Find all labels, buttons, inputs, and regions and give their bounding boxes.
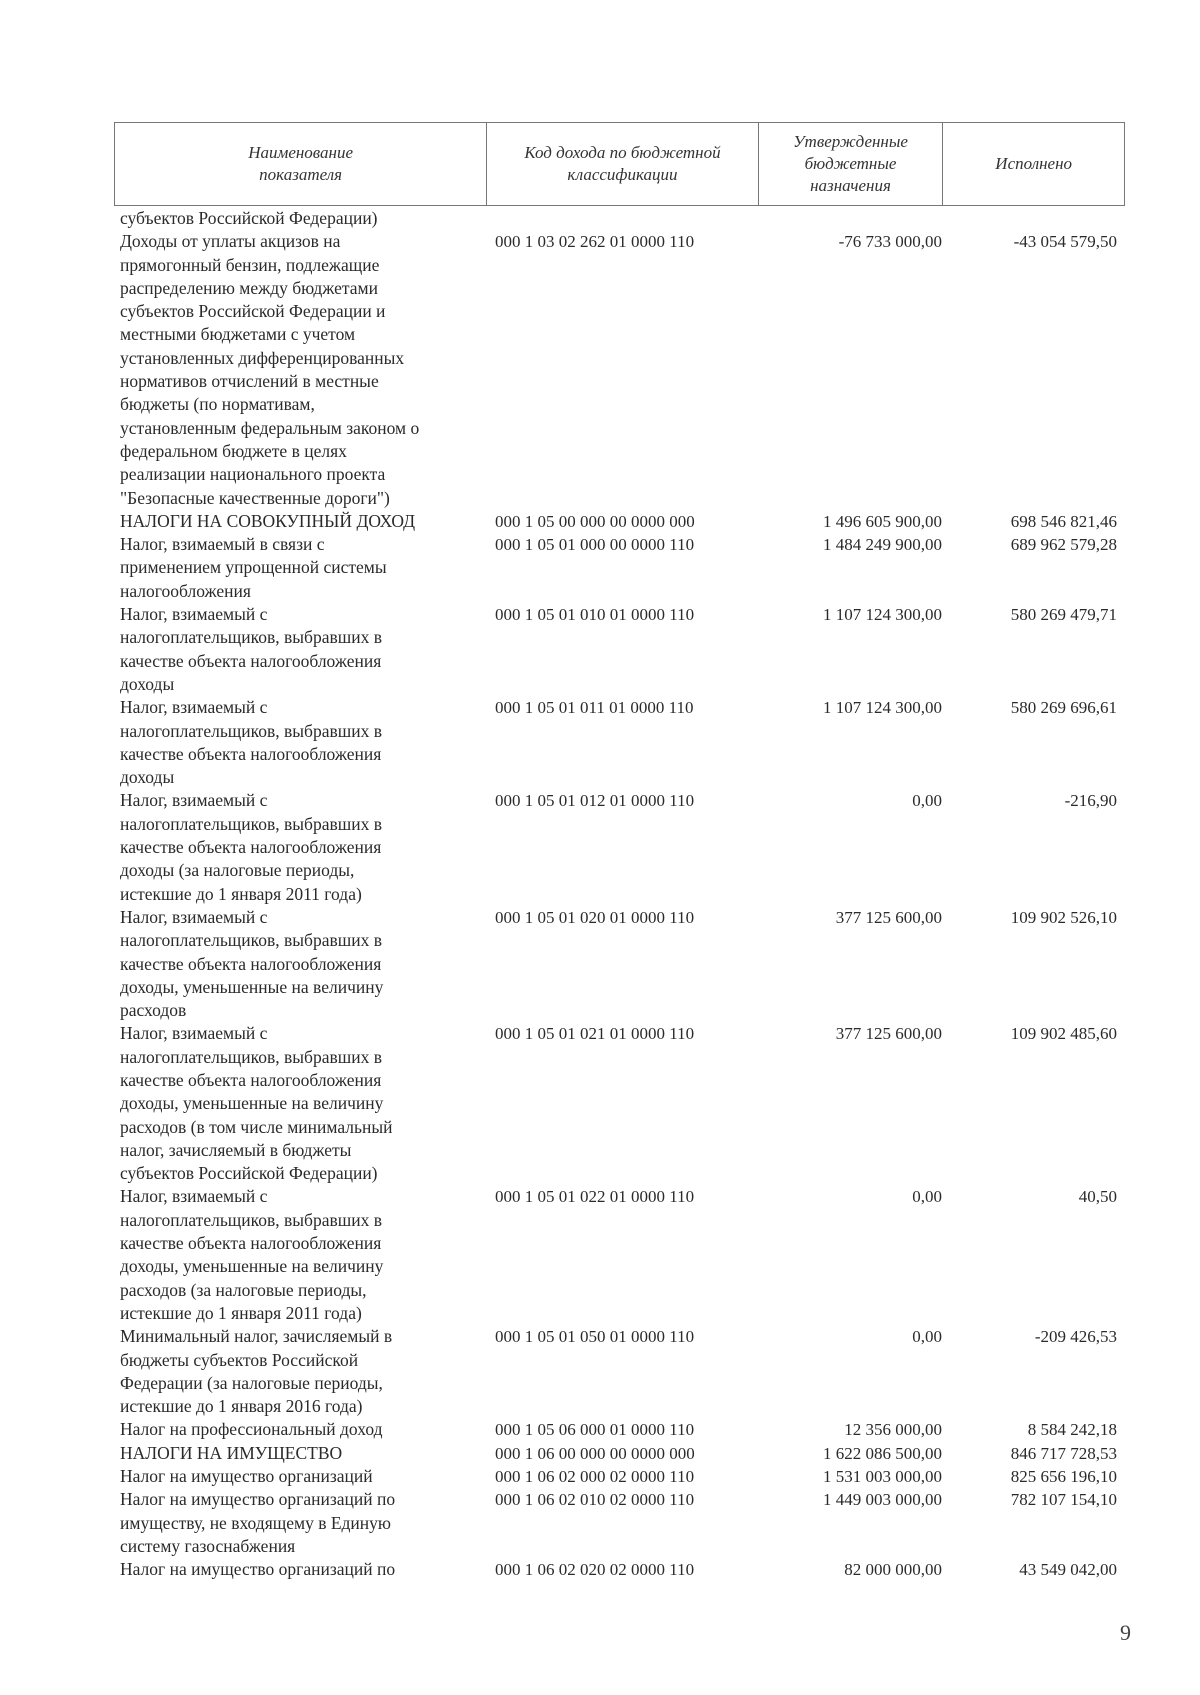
- row-executed: 580 269 696,61: [1010, 698, 1117, 718]
- row-approved: 1 622 086 500,00: [823, 1443, 942, 1463]
- row-approved: 377 125 600,00: [835, 907, 942, 927]
- row-name: Налог на имущество организаций по: [120, 1559, 396, 1580]
- row-name: Доходы от уплаты акцизов на прямогонный бензин, подлежащие распределению между бюджетами субъектов Российской Федерации и местными бюджетами с учетом установленных дифференцированных нормативов отчислений в местные бюджеты (по нормативам, установленным федеральным законом о федеральном бюджете в целях реализации национального проекта "Безопасные качественные дороги"): [120, 231, 420, 508]
- row-code: 000 1 05 01 011 01 0000 110: [495, 698, 694, 718]
- table-row: [114, 603, 1125, 696]
- table-row: [114, 696, 1125, 789]
- row-code: 000 1 06 02 010 02 0000 110: [495, 1490, 695, 1510]
- row-name: Налог на имущество организаций: [120, 1466, 373, 1487]
- row-executed: -216,90: [1064, 791, 1117, 811]
- table-row: [114, 789, 1125, 905]
- row-code: 000 1 05 06 000 01 0000 110: [495, 1420, 695, 1440]
- row-name: Налог на профессиональный доход: [120, 1419, 383, 1440]
- row-name: Налог, взимаемый в связи с применением упрощенной системы налогообложения: [120, 534, 387, 601]
- row-name: НАЛОГИ НА ИМУЩЕСТВО: [120, 1442, 343, 1463]
- header-executed: Исполнено: [995, 154, 1073, 173]
- row-approved: 1 449 003 000,00: [823, 1490, 942, 1510]
- row-code: 000 1 06 02 020 02 0000 110: [495, 1560, 695, 1580]
- row-approved: 1 107 124 300,00: [823, 698, 942, 718]
- row-approved: -76 733 000,00: [838, 232, 942, 252]
- row-code: 000 1 05 01 050 01 0000 110: [495, 1327, 695, 1347]
- row-executed: 698 546 821,46: [1010, 511, 1117, 531]
- table-body: [114, 207, 1125, 1582]
- table-row: [114, 1465, 1125, 1488]
- row-executed: 580 269 479,71: [1010, 605, 1117, 625]
- row-code: 000 1 05 01 022 01 0000 110: [495, 1187, 695, 1207]
- table-row: [114, 1418, 1125, 1441]
- row-code: 000 1 05 01 012 01 0000 110: [495, 791, 695, 811]
- table-row: [114, 1022, 1125, 1185]
- table-row: [114, 1488, 1125, 1558]
- table-row: [114, 1442, 1125, 1465]
- row-executed: 689 962 579,28: [1010, 535, 1117, 555]
- row-approved: 1 496 605 900,00: [823, 511, 942, 531]
- row-name: Налог, взимаемый с налогоплательщиков, выбравших в качестве объекта налогообложения доходы (за налоговые периоды, истекшие до 1 января 2011 года): [120, 790, 382, 904]
- row-code: 000 1 05 00 000 00 0000 000: [495, 511, 695, 531]
- row-approved: 1 484 249 900,00: [823, 535, 942, 555]
- row-approved: 1 107 124 300,00: [823, 605, 942, 625]
- row-name: Налог на имущество организаций по имуществу, не входящему в Единую систему газоснабжения: [120, 1489, 396, 1556]
- row-name: НАЛОГИ НА СОВОКУПНЫЙ ДОХОД: [120, 510, 416, 531]
- row-approved: 377 125 600,00: [835, 1024, 942, 1044]
- table-row: [114, 230, 1125, 510]
- row-name: Налог, взимаемый с налогоплательщиков, выбравших в качестве объекта налогообложения доходы: [120, 604, 382, 694]
- header-approved: Утвержденные бюджетные назначения: [759, 123, 944, 205]
- row-executed: 8 584 242,18: [1027, 1420, 1117, 1440]
- row-code: 000 1 05 01 020 01 0000 110: [495, 907, 695, 927]
- table-row: [114, 207, 1125, 230]
- header-code: Код дохода по бюджетной классификации: [487, 123, 758, 205]
- row-approved: 0,00: [912, 791, 942, 811]
- row-executed: 40,50: [1078, 1187, 1117, 1207]
- table-row: [114, 510, 1125, 533]
- row-executed: 109 902 485,60: [1010, 1024, 1117, 1044]
- row-approved: 12 356 000,00: [844, 1420, 942, 1440]
- row-executed: 825 656 196,10: [1010, 1467, 1117, 1487]
- row-approved: 0,00: [912, 1187, 942, 1207]
- page-number: 9: [1120, 1620, 1131, 1645]
- row-name: Налог, взимаемый с налогоплательщиков, выбравших в качестве объекта налогообложения доходы: [120, 697, 382, 788]
- row-approved: 1 531 003 000,00: [823, 1467, 942, 1487]
- row-code: 000 1 03 02 262 01 0000 110: [495, 232, 695, 252]
- row-code: 000 1 06 00 000 00 0000 000: [495, 1443, 695, 1463]
- row-executed: 43 549 042,00: [1019, 1560, 1117, 1580]
- table-row: [114, 1185, 1125, 1325]
- row-code: 000 1 05 01 000 00 0000 110: [495, 535, 695, 555]
- header-name: Наименование показателя: [115, 123, 487, 205]
- row-executed: 846 717 728,53: [1010, 1443, 1117, 1463]
- table-row: [114, 1558, 1125, 1581]
- row-name: Минимальный налог, зачисляемый в бюджеты субъектов Российской Федерации (за налоговые периоды, истекшие до 1 января 2016 года): [120, 1326, 393, 1417]
- row-executed: -209 426,53: [1034, 1327, 1117, 1347]
- table-header: [114, 122, 1125, 206]
- row-code: 000 1 05 01 010 01 0000 110: [495, 605, 695, 625]
- row-executed: 782 107 154,10: [1010, 1490, 1117, 1510]
- row-name: Налог, взимаемый с налогоплательщиков, выбравших в качестве объекта налогообложения доходы, уменьшенные на величину расходов (в том числе минимальный налог, зачисляемый в бюджеты субъектов Российской Федерации): [120, 1023, 393, 1184]
- table-row: [114, 1325, 1125, 1418]
- row-approved: 0,00: [912, 1327, 942, 1347]
- row-executed: 109 902 526,10: [1010, 907, 1117, 927]
- row-code: 000 1 06 02 000 02 0000 110: [495, 1467, 695, 1487]
- row-executed: -43 054 579,50: [1013, 232, 1117, 252]
- table-row: [114, 906, 1125, 1022]
- row-code: 000 1 05 01 021 01 0000 110: [495, 1024, 695, 1044]
- row-name: субъектов Российской Федерации): [120, 208, 378, 228]
- row-name: Налог, взимаемый с налогоплательщиков, выбравших в качестве объекта налогообложения доходы, уменьшенные на величину расходов: [120, 906, 384, 1021]
- row-approved: 82 000 000,00: [844, 1560, 942, 1580]
- row-name: Налог, взимаемый с налогоплательщиков, выбравших в качестве объекта налогообложения доходы, уменьшенные на величину расходов (за налоговые периоды, истекшие до 1 января 2011 года): [120, 1186, 384, 1323]
- table-row: [114, 533, 1125, 603]
